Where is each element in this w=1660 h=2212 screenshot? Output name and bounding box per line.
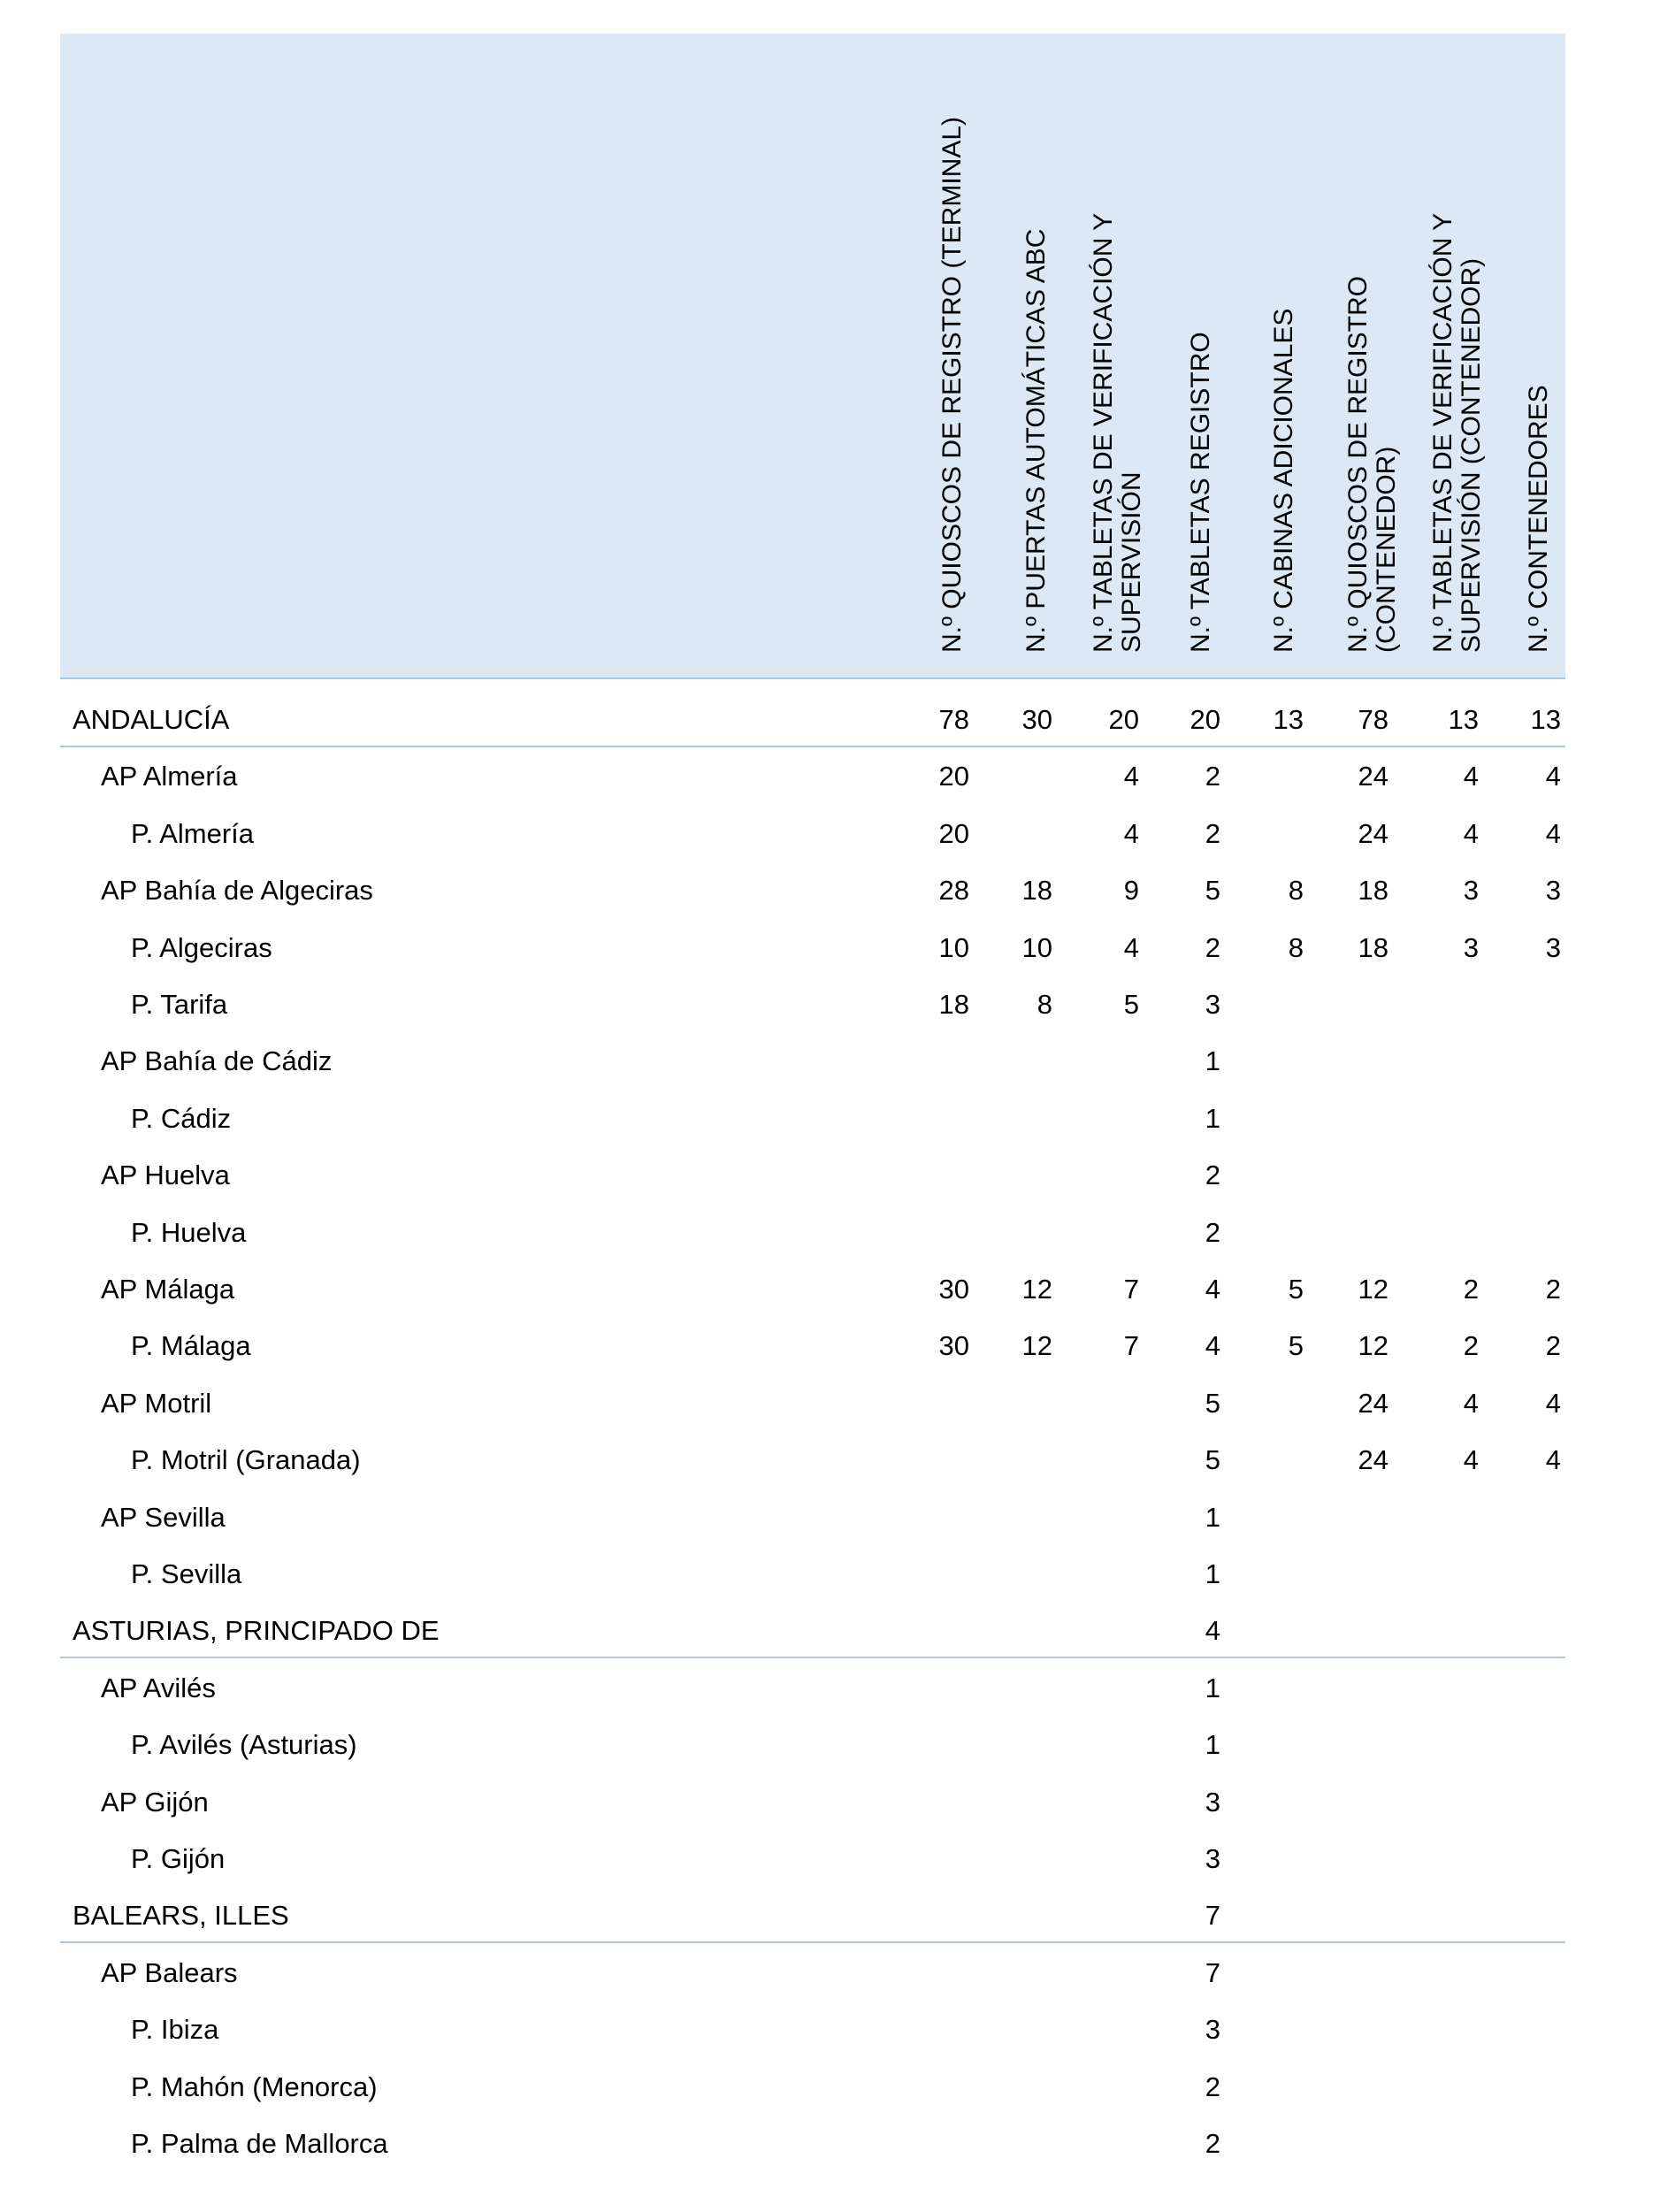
table-cell xyxy=(1490,2116,1561,2172)
table-cell xyxy=(982,1774,1052,1831)
table-cell: 4 xyxy=(1463,761,1479,792)
row-label: AP Huelva xyxy=(101,1160,230,1191)
column-header-6 xyxy=(1337,51,1408,653)
table-cell: 30 xyxy=(938,1274,969,1305)
table-cell xyxy=(982,1831,1052,1887)
table-cell: 3 xyxy=(1545,875,1561,907)
table-cell: 12 xyxy=(1358,1274,1388,1305)
table-cell xyxy=(1318,1945,1388,2002)
table-cell: 7 xyxy=(1205,1956,1220,1988)
table-cell xyxy=(1068,1546,1139,1603)
region-row xyxy=(0,1887,1660,1944)
row-label: AP Sevilla xyxy=(101,1501,226,1533)
table-cell: 1 xyxy=(1205,1102,1220,1134)
table-cell: 7 xyxy=(1205,1900,1220,1932)
table-cell xyxy=(899,1831,969,1887)
table-cell xyxy=(1068,1660,1139,1717)
table-cell: 18 xyxy=(938,989,969,1020)
table-cell xyxy=(1408,1887,1479,1944)
table-cell: 2 xyxy=(1545,1274,1561,1305)
table-cell xyxy=(1068,1887,1139,1944)
table-cell: 12 xyxy=(1021,1330,1052,1362)
table-cell xyxy=(899,2002,969,2058)
row-label: P. Ibiza xyxy=(131,2014,219,2046)
table-cell xyxy=(1068,1603,1139,1659)
region-row xyxy=(0,692,1660,748)
table-cell xyxy=(1068,1774,1139,1831)
table-cell: 1 xyxy=(1205,1501,1220,1533)
table-cell: 30 xyxy=(1021,704,1052,735)
table-cell: 1 xyxy=(1205,1672,1220,1703)
table-cell xyxy=(1233,1205,1304,1261)
table-cell xyxy=(1068,1831,1139,1887)
table-cell: 5 xyxy=(1205,875,1220,907)
port-authority-row xyxy=(0,1147,1660,1204)
table-cell: 18 xyxy=(1358,931,1388,963)
table-cell xyxy=(1490,1205,1561,1261)
column-header-text: N.º TABLETAS DE VERIFICACIÓN Y SUPERVISIÓN xyxy=(1089,212,1146,653)
table-cell: 5 xyxy=(1205,1444,1220,1476)
table-cell xyxy=(1408,976,1479,1033)
table-cell xyxy=(982,1603,1052,1659)
table-cell xyxy=(1233,806,1304,862)
port-row xyxy=(0,1091,1660,1147)
table-cell xyxy=(1490,1546,1561,1603)
table-cell xyxy=(899,1489,969,1546)
row-label: P. Avilés (Asturias) xyxy=(131,1729,357,1761)
table-cell xyxy=(1408,1489,1479,1546)
table-cell: 13 xyxy=(1530,704,1561,735)
table-cell xyxy=(982,2002,1052,2058)
table-cell: 2 xyxy=(1205,931,1220,963)
table-cell xyxy=(899,1546,969,1603)
table-cell xyxy=(899,1660,969,1717)
table-cell: 24 xyxy=(1358,761,1388,792)
row-label: ANDALUCÍA xyxy=(73,704,230,735)
table-cell xyxy=(1318,1091,1388,1147)
column-header-4 xyxy=(1166,51,1236,653)
table-cell xyxy=(982,806,1052,862)
table-cell xyxy=(1233,1546,1304,1603)
port-authority-row xyxy=(0,1660,1660,1717)
row-label: AP Bahía de Algeciras xyxy=(101,875,373,907)
table-cell xyxy=(1233,1774,1304,1831)
table-cell: 20 xyxy=(938,817,969,849)
table-cell xyxy=(899,1033,969,1090)
table-cell xyxy=(982,1887,1052,1944)
table-cell xyxy=(1318,1831,1388,1887)
row-label: P. Gijón xyxy=(131,1843,226,1874)
table-cell: 2 xyxy=(1463,1330,1479,1362)
table-cell xyxy=(1068,1205,1139,1261)
table-cell xyxy=(1490,1945,1561,2002)
table-cell: 20 xyxy=(1108,704,1139,735)
port-row xyxy=(0,1205,1660,1261)
column-header-5 xyxy=(1249,51,1320,653)
table-cell xyxy=(1233,1432,1304,1489)
table-cell: 4 xyxy=(1545,817,1561,849)
table-cell: 28 xyxy=(938,875,969,907)
port-authority-row xyxy=(0,748,1660,805)
column-header-text: N.º CONTENEDORES xyxy=(1524,385,1553,653)
table-cell: 3 xyxy=(1205,2014,1220,2046)
region-row xyxy=(0,1603,1660,1659)
table-cell xyxy=(1233,1033,1304,1090)
table-cell xyxy=(1233,976,1304,1033)
table-cell: 4 xyxy=(1205,1330,1220,1362)
table-cell xyxy=(1318,1774,1388,1831)
row-label: AP Avilés xyxy=(101,1672,216,1703)
column-header-text: N.º TABLETAS DE VERIFICACIÓN Y SUPERVISIÓN (CONTENEDOR) xyxy=(1428,212,1486,653)
table-cell xyxy=(982,1091,1052,1147)
region-divider xyxy=(60,746,1565,747)
table-cell xyxy=(1408,1945,1479,2002)
table-cell: 8 xyxy=(1288,875,1304,907)
table-cell: 20 xyxy=(1190,704,1220,735)
table-cell xyxy=(1490,1831,1561,1887)
table-cell: 13 xyxy=(1273,704,1304,735)
table-cell: 12 xyxy=(1358,1330,1388,1362)
row-label: AP Bahía de Cádiz xyxy=(101,1045,333,1077)
table-cell: 4 xyxy=(1545,761,1561,792)
table-cell xyxy=(1408,2002,1479,2058)
table-cell xyxy=(1408,1147,1479,1204)
table-cell xyxy=(982,1147,1052,1204)
table-cell: 24 xyxy=(1358,817,1388,849)
table-cell: 24 xyxy=(1358,1387,1388,1419)
table-cell xyxy=(1318,1887,1388,1944)
table-cell xyxy=(1490,1489,1561,1546)
table-cell xyxy=(899,2059,969,2116)
table-cell: 3 xyxy=(1463,875,1479,907)
table-cell xyxy=(1490,1717,1561,1773)
table-cell xyxy=(982,1375,1052,1432)
region-divider xyxy=(60,1941,1565,1943)
table-cell: 4 xyxy=(1463,1444,1479,1476)
table-cell: 5 xyxy=(1205,1387,1220,1419)
table-cell: 4 xyxy=(1463,1387,1479,1419)
table-cell: 4 xyxy=(1205,1274,1220,1305)
table-cell xyxy=(1408,1205,1479,1261)
region-divider xyxy=(60,1657,1565,1658)
port-row xyxy=(0,920,1660,976)
table-cell xyxy=(1318,1546,1388,1603)
table-cell xyxy=(982,1033,1052,1090)
table-cell xyxy=(1408,1033,1479,1090)
table-cell: 8 xyxy=(1288,931,1304,963)
row-label: P. Tarifa xyxy=(131,989,228,1020)
port-row xyxy=(0,1546,1660,1603)
table-cell xyxy=(982,1432,1052,1489)
table-cell xyxy=(1068,2116,1139,2172)
table-cell: 78 xyxy=(938,704,969,735)
column-header-1 xyxy=(917,51,988,653)
table-cell xyxy=(1318,1147,1388,1204)
port-row xyxy=(0,2116,1660,2172)
table-cell: 1 xyxy=(1205,1729,1220,1761)
port-row xyxy=(0,806,1660,862)
table-cell: 5 xyxy=(1123,989,1139,1020)
column-header-8 xyxy=(1503,51,1574,653)
table-cell xyxy=(1068,2002,1139,2058)
table-cell xyxy=(982,1717,1052,1773)
row-label: P. Motril (Granada) xyxy=(131,1444,361,1476)
table-cell xyxy=(1490,1887,1561,1944)
table-cell xyxy=(1408,1660,1479,1717)
table-cell xyxy=(1233,1831,1304,1887)
table-cell: 2 xyxy=(1205,761,1220,792)
table-cell xyxy=(1233,1945,1304,2002)
table-cell xyxy=(982,1546,1052,1603)
port-authority-row xyxy=(0,1489,1660,1546)
table-cell xyxy=(1408,1546,1479,1603)
table-cell xyxy=(1490,976,1561,1033)
table-cell xyxy=(1068,1432,1139,1489)
table-cell: 4 xyxy=(1123,931,1139,963)
column-header-text: N.º QUIOSCOS DE REGISTRO (TERMINAL) xyxy=(937,116,967,653)
row-label: BALEARS, ILLES xyxy=(73,1900,289,1932)
port-row xyxy=(0,1831,1660,1887)
table-cell xyxy=(1233,1091,1304,1147)
table-cell xyxy=(1068,1147,1139,1204)
port-authority-row xyxy=(0,1945,1660,2002)
table-cell xyxy=(1408,2116,1479,2172)
table-cell xyxy=(982,1205,1052,1261)
table-cell xyxy=(1490,1147,1561,1204)
table-cell xyxy=(1233,1887,1304,1944)
table-cell xyxy=(1408,1603,1479,1659)
table-cell: 3 xyxy=(1205,1786,1220,1818)
table-cell xyxy=(1318,1205,1388,1261)
table-cell xyxy=(1318,1603,1388,1659)
row-label: P. Algeciras xyxy=(131,931,272,963)
table-cell: 1 xyxy=(1205,1558,1220,1589)
row-label: P. Palma de Mallorca xyxy=(131,2128,388,2159)
row-label: AP Almería xyxy=(101,761,238,792)
column-header-text: N.º CABINAS ADICIONALES xyxy=(1269,308,1298,653)
table-cell xyxy=(899,1603,969,1659)
table-cell xyxy=(1318,1033,1388,1090)
table-cell xyxy=(899,1147,969,1204)
table-cell xyxy=(1068,1945,1139,2002)
column-header-3 xyxy=(1082,51,1153,653)
table-cell: 78 xyxy=(1358,704,1388,735)
table-cell: 10 xyxy=(1021,931,1052,963)
port-row xyxy=(0,1717,1660,1773)
table-cell xyxy=(1408,1831,1479,1887)
table-cell xyxy=(1318,976,1388,1033)
table-cell: 2 xyxy=(1545,1330,1561,1362)
port-authority-row xyxy=(0,1774,1660,1831)
table-cell: 4 xyxy=(1545,1387,1561,1419)
table-cell xyxy=(982,2116,1052,2172)
table-cell xyxy=(899,1774,969,1831)
table-cell: 4 xyxy=(1205,1615,1220,1647)
table-cell xyxy=(1408,1774,1479,1831)
column-header-text: N.º QUIOSCOS DE REGISTRO (CONTENEDOR) xyxy=(1343,275,1401,653)
port-row xyxy=(0,976,1660,1033)
table-cell xyxy=(1490,2059,1561,2116)
table-cell xyxy=(1490,1774,1561,1831)
table-cell: 7 xyxy=(1123,1330,1139,1362)
port-row xyxy=(0,1318,1660,1374)
column-header-text: N.º PUERTAS AUTOMÁTICAS ABC xyxy=(1021,228,1051,653)
table-cell xyxy=(899,1887,969,1944)
table-cell: 2 xyxy=(1205,1160,1220,1191)
port-authority-row xyxy=(0,1375,1660,1432)
table-cell xyxy=(1233,1603,1304,1659)
table-cell xyxy=(1490,1660,1561,1717)
table-cell xyxy=(982,2059,1052,2116)
table-cell: 2 xyxy=(1205,2128,1220,2159)
table-cell: 24 xyxy=(1358,1444,1388,1476)
row-label: P. Málaga xyxy=(131,1330,251,1362)
table-cell xyxy=(1233,2002,1304,2058)
table-cell: 10 xyxy=(938,931,969,963)
table-cell xyxy=(1490,1091,1561,1147)
row-label: AP Motril xyxy=(101,1387,212,1419)
table-cell xyxy=(1233,1660,1304,1717)
table-cell: 13 xyxy=(1448,704,1479,735)
table-cell xyxy=(1233,1375,1304,1432)
port-row xyxy=(0,2059,1660,2116)
table-cell xyxy=(1408,1717,1479,1773)
table-cell: 5 xyxy=(1288,1330,1304,1362)
table-cell xyxy=(1318,1717,1388,1773)
row-label: AP Gijón xyxy=(101,1786,209,1818)
table-cell: 4 xyxy=(1463,817,1479,849)
table-cell xyxy=(1068,2059,1139,2116)
table-cell xyxy=(1408,1091,1479,1147)
table-cell xyxy=(1233,2059,1304,2116)
table-cell xyxy=(1233,748,1304,805)
table-cell xyxy=(1318,1489,1388,1546)
table-cell xyxy=(1318,2002,1388,2058)
row-label: P. Almería xyxy=(131,817,255,849)
table-cell: 3 xyxy=(1205,989,1220,1020)
table-cell xyxy=(1068,1489,1139,1546)
table-cell xyxy=(1490,2002,1561,2058)
table-cell xyxy=(899,1375,969,1432)
table-cell xyxy=(899,1432,969,1489)
table-cell: 2 xyxy=(1463,1274,1479,1305)
table-cell xyxy=(1490,1033,1561,1090)
table-cell xyxy=(1233,1489,1304,1546)
column-header-text: N.º TABLETAS REGISTRO xyxy=(1186,332,1215,653)
table-cell xyxy=(1233,2116,1304,2172)
table-cell: 20 xyxy=(938,761,969,792)
table-cell xyxy=(899,1717,969,1773)
column-header-2 xyxy=(1001,51,1072,653)
row-label: P. Huelva xyxy=(131,1216,247,1248)
table-cell: 18 xyxy=(1358,875,1388,907)
row-label: AP Balears xyxy=(101,1956,238,1988)
row-label: P. Mahón (Menorca) xyxy=(131,2070,378,2102)
row-label: P. Cádiz xyxy=(131,1102,232,1134)
port-row xyxy=(0,2002,1660,2058)
table-cell: 30 xyxy=(938,1330,969,1362)
table-cell: 4 xyxy=(1545,1444,1561,1476)
table-cell: 7 xyxy=(1123,1274,1139,1305)
header-divider xyxy=(60,677,1565,679)
table-cell xyxy=(982,1945,1052,2002)
table-cell xyxy=(982,1489,1052,1546)
table-cell xyxy=(899,1091,969,1147)
table-cell xyxy=(1318,2059,1388,2116)
table-cell xyxy=(1408,2059,1479,2116)
table-cell: 1 xyxy=(1205,1045,1220,1077)
table-cell xyxy=(1068,1717,1139,1773)
table-cell xyxy=(1068,1033,1139,1090)
table-cell: 2 xyxy=(1205,1216,1220,1248)
table-cell: 2 xyxy=(1205,817,1220,849)
table-cell xyxy=(899,2116,969,2172)
port-authority-row xyxy=(0,1033,1660,1090)
column-header-7 xyxy=(1422,51,1493,653)
table-cell xyxy=(1233,1147,1304,1204)
table-cell xyxy=(899,1205,969,1261)
row-label: AP Málaga xyxy=(101,1274,235,1305)
table-cell xyxy=(899,1945,969,2002)
table-cell: 3 xyxy=(1463,931,1479,963)
table-cell xyxy=(1068,1375,1139,1432)
table-cell xyxy=(1068,1091,1139,1147)
table-cell: 12 xyxy=(1021,1274,1052,1305)
port-authority-row xyxy=(0,862,1660,919)
row-label: ASTURIAS, PRINCIPADO DE xyxy=(73,1615,440,1647)
port-authority-row xyxy=(0,1261,1660,1318)
table-cell: 5 xyxy=(1288,1274,1304,1305)
table-cell xyxy=(1318,2116,1388,2172)
row-label: P. Sevilla xyxy=(131,1558,242,1589)
table-cell: 9 xyxy=(1123,875,1139,907)
table-cell xyxy=(1490,1603,1561,1659)
table-cell xyxy=(1233,1717,1304,1773)
table-cell: 4 xyxy=(1123,817,1139,849)
table-cell: 3 xyxy=(1205,1843,1220,1874)
table-cell: 18 xyxy=(1021,875,1052,907)
port-row xyxy=(0,1432,1660,1489)
table-cell: 4 xyxy=(1123,761,1139,792)
table-cell: 8 xyxy=(1037,989,1052,1020)
table-cell: 2 xyxy=(1205,2070,1220,2102)
table-cell: 3 xyxy=(1545,931,1561,963)
table-cell xyxy=(982,748,1052,805)
table-cell xyxy=(1318,1660,1388,1717)
table-cell xyxy=(982,1660,1052,1717)
